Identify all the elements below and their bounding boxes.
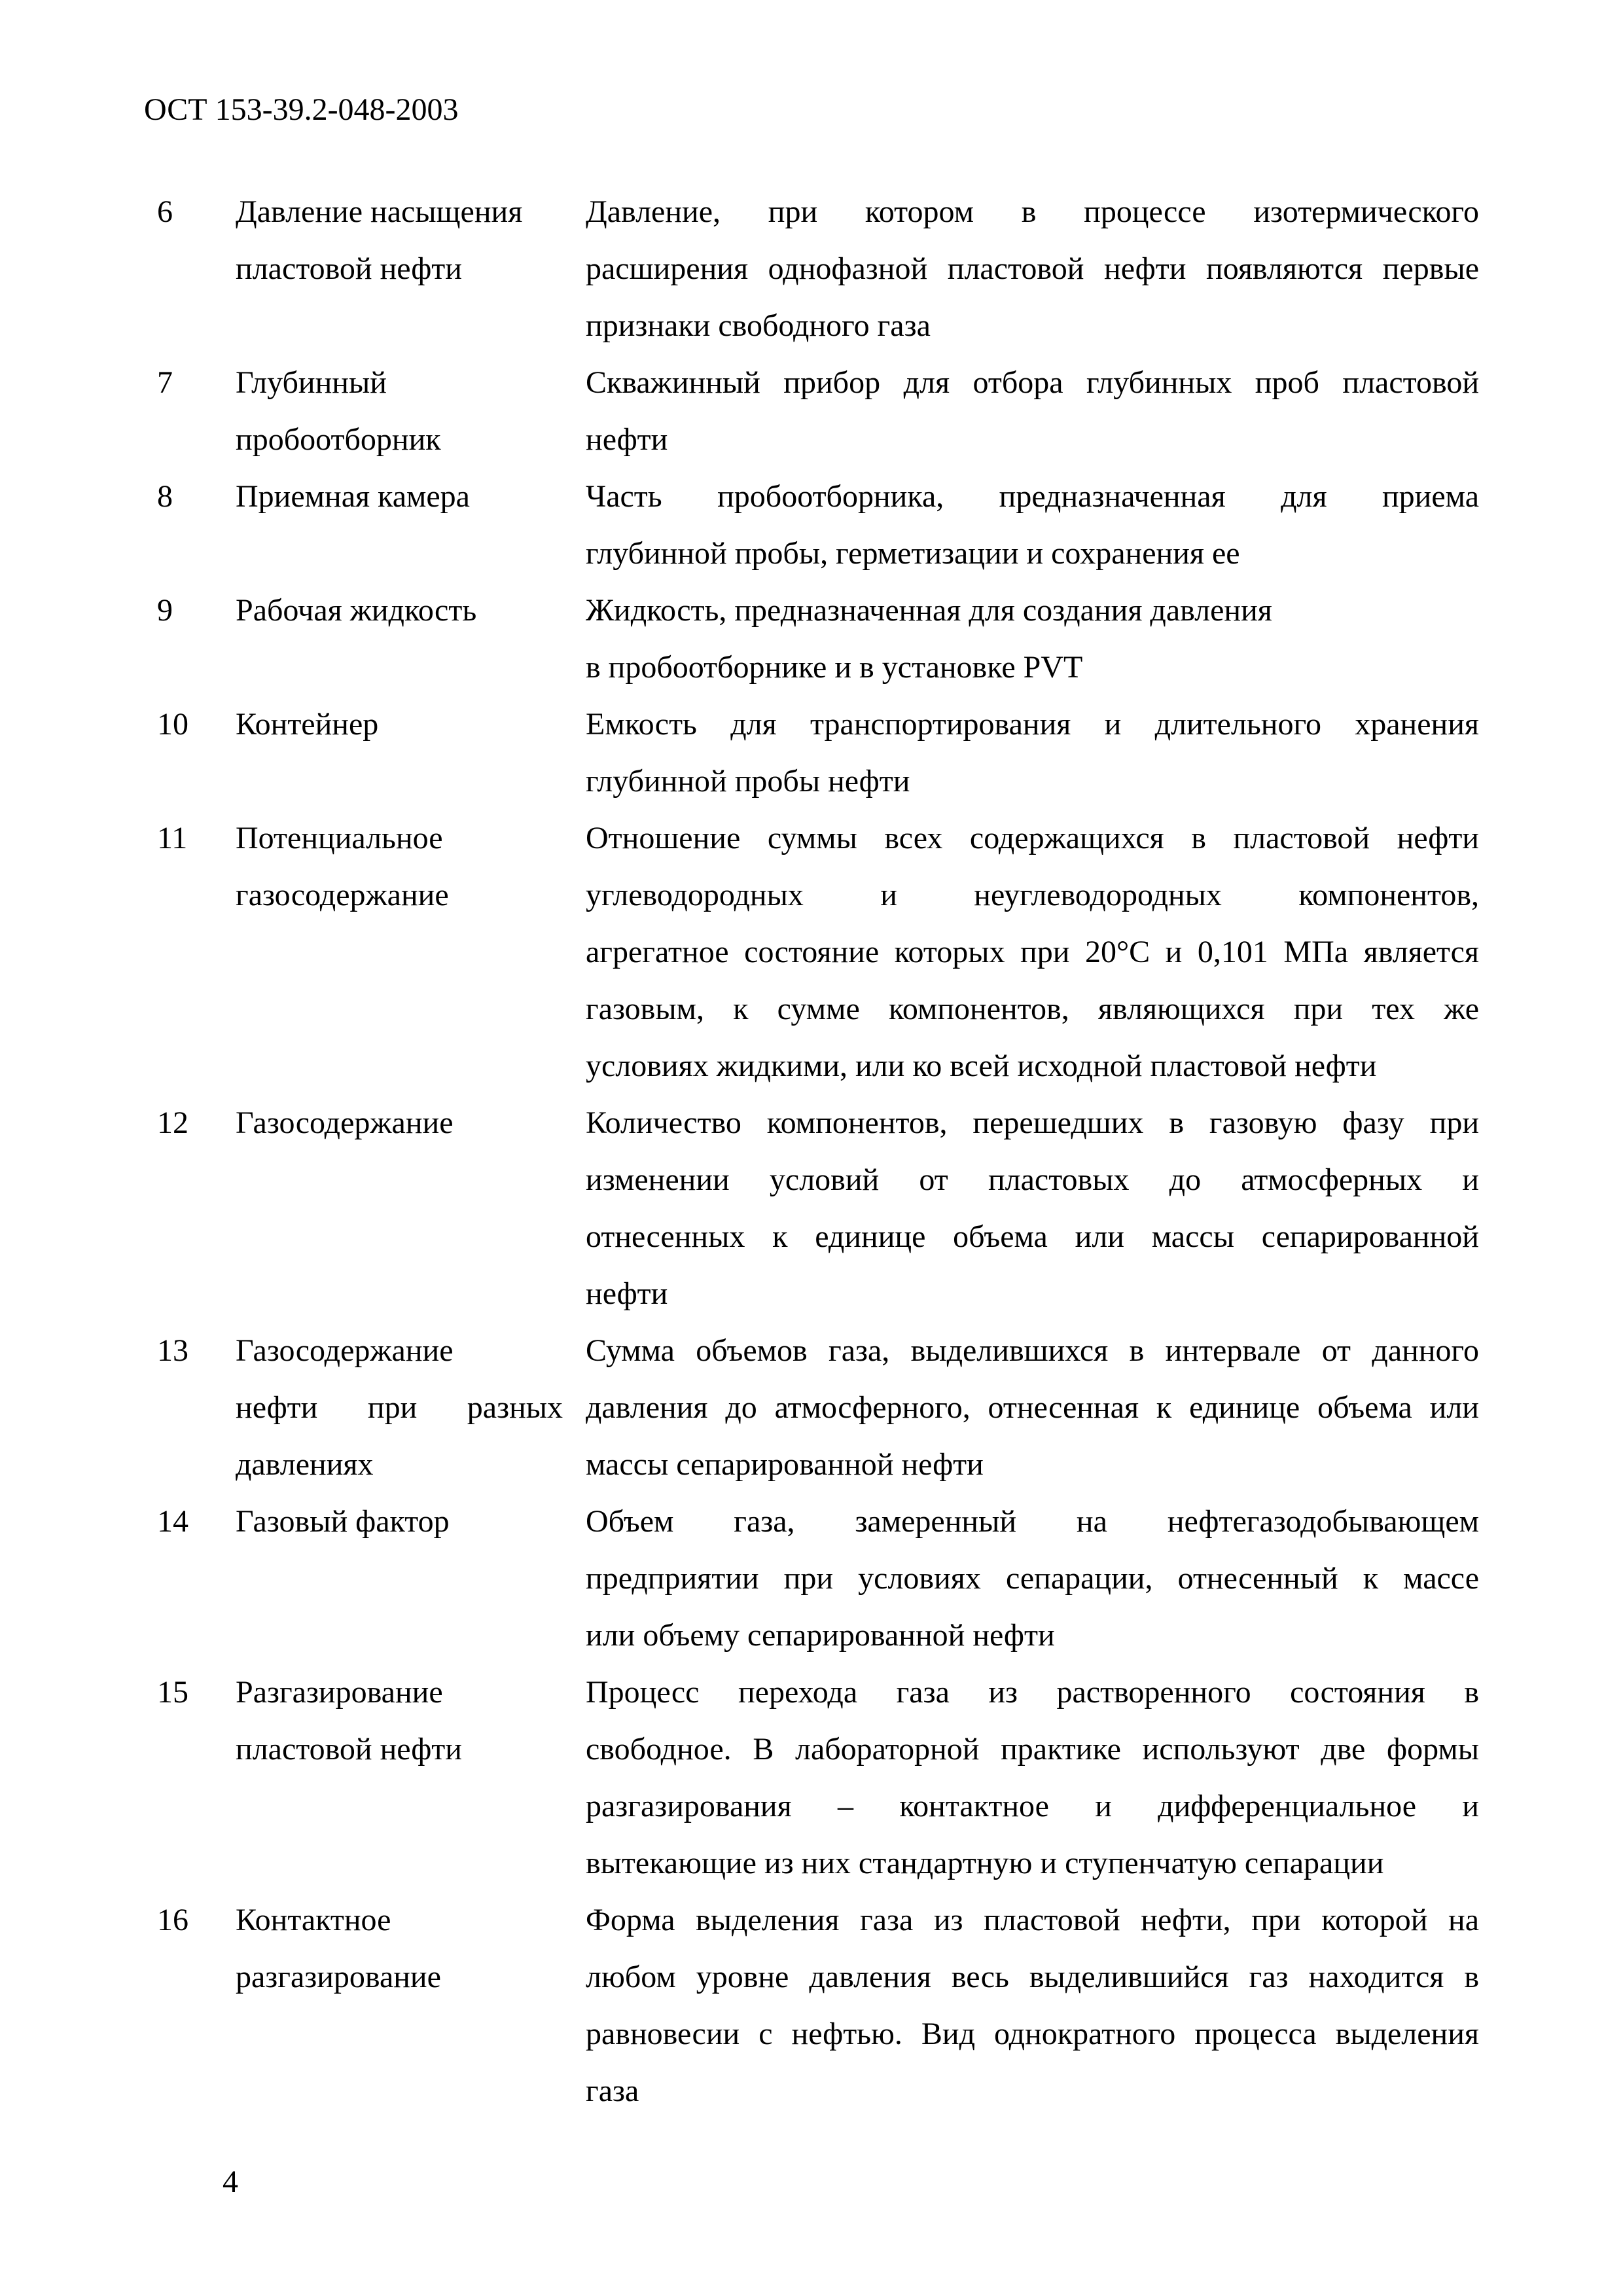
term-definition: [586, 1493, 1479, 1664]
term-name: [236, 1322, 563, 1493]
entry-number: 14: [157, 1504, 188, 1539]
definition-line: изменении условий от пластовых до атмосферных и: [586, 1162, 1479, 1197]
definition-line: нефти: [586, 422, 668, 457]
definition-line: Жидкость, предназначенная для создания давления: [586, 593, 1272, 628]
definition-line: агрегатное состояние которых при 20°С и 0,101 МПа является: [586, 935, 1479, 969]
term-definition: [586, 810, 1479, 1094]
definition-line: газа: [586, 2073, 639, 2108]
term-line: Приемная камера: [236, 479, 470, 514]
definition-line: Давление, при котором в процессе изотермического: [586, 194, 1479, 229]
term-definition: [586, 468, 1479, 582]
term-line: Потенциальное: [236, 821, 443, 855]
term-name: [236, 1493, 563, 1550]
definition-line: равновесии с нефтью. Вид однократного процесса выделения: [586, 2017, 1479, 2051]
definition-line: вытекающие из них стандартную и ступенчатую сепарации: [586, 1846, 1384, 1880]
term-line: Разгазирование: [236, 1675, 443, 1710]
entry-number: 16: [157, 1903, 188, 1937]
definition-line: Объем газа, замеренный на нефтегазодобывающем: [586, 1504, 1479, 1539]
definition-line: Процесс перехода газа из растворенного состояния в: [586, 1675, 1479, 1710]
definition-line: разгазирования – контактное и дифференциальное и: [586, 1789, 1479, 1823]
definition-line: Отношение суммы всех содержащихся в пластовой нефти: [586, 821, 1479, 855]
entry-number: 6: [157, 194, 173, 229]
definition-line: предприятии при условиях сепарации, отнесенный к массе: [586, 1561, 1479, 1596]
term-line: пластовой нефти: [236, 251, 462, 286]
term-name: [236, 354, 563, 468]
definition-line: Количество компонентов, перешедших в газовую фазу при: [586, 1105, 1479, 1140]
term-definition: [586, 183, 1479, 354]
definition-line: свободное. В лабораторной практике используют две формы: [586, 1732, 1479, 1767]
term-line: газосодержание: [236, 878, 449, 912]
definition-line: нефти: [586, 1276, 668, 1311]
term-name: [236, 183, 563, 297]
term-line: Глубинный: [236, 365, 387, 400]
definition-line: массы сепарированной нефти: [586, 1447, 984, 1482]
definition-line: условиях жидкими, или ко всей исходной пластовой нефти: [586, 1049, 1377, 1083]
term-line: пробоотборник: [236, 422, 441, 457]
term-line: разгазирование: [236, 1960, 441, 1994]
entry-number: 10: [157, 707, 188, 742]
term-line: Контактное: [236, 1903, 391, 1937]
document-code-header: ОСТ 153-39.2-048-2003: [144, 92, 459, 127]
entry-number: 7: [157, 365, 173, 400]
term-definition: [586, 354, 1479, 468]
term-definition: [586, 1094, 1479, 1322]
page-number: 4: [223, 2164, 238, 2199]
entry-number: 13: [157, 1333, 188, 1368]
definition-line: углеводородных и неуглеводородных компонентов,: [586, 878, 1479, 912]
definition-line: Скважинный прибор для отбора глубинных проб пластовой: [586, 365, 1479, 400]
term-line: Газосодержание: [236, 1105, 454, 1140]
definition-line: газовым, к сумме компонентов, являющихся при тех же: [586, 992, 1479, 1026]
definition-line: глубинной пробы, герметизации и сохранения ее: [586, 536, 1240, 571]
term-line: нефти при разных: [236, 1390, 563, 1425]
entry-number: 12: [157, 1105, 188, 1140]
term-line: Рабочая жидкость: [236, 593, 477, 628]
definition-line: отнесенных к единице объема или массы сепарированной: [586, 1219, 1479, 1254]
term-line: Газосодержание: [236, 1333, 454, 1368]
term-name: [236, 1892, 563, 2005]
term-name: [236, 582, 563, 639]
term-line: пластовой нефти: [236, 1732, 462, 1767]
entry-number: 15: [157, 1675, 188, 1710]
definition-line: Часть пробоотборника, предназначенная для приема: [586, 479, 1479, 514]
term-name: [236, 1094, 563, 1151]
entry-number: 11: [157, 821, 188, 855]
definition-line: Сумма объемов газа, выделившихся в интервале от данного: [586, 1333, 1479, 1368]
definition-line: признаки свободного газа: [586, 308, 931, 343]
term-line: давлениях: [236, 1447, 374, 1482]
definition-line: в пробоотборнике и в установке PVT: [586, 650, 1083, 685]
term-line: Контейнер: [236, 707, 379, 742]
term-definition: [586, 1892, 1479, 2119]
definition-line: любом уровне давления весь выделившийся газ находится в: [586, 1960, 1479, 1994]
entry-number: 9: [157, 593, 173, 628]
term-line: Газовый фактор: [236, 1504, 450, 1539]
term-name: [236, 810, 563, 924]
term-name: [236, 696, 563, 753]
definition-line: Форма выделения газа из пластовой нефти, при которой на: [586, 1903, 1479, 1937]
definition-line: Емкость для транспортирования и длительного хранения: [586, 707, 1479, 742]
term-name: [236, 1664, 563, 1778]
term-definition: [586, 1322, 1479, 1493]
definition-line: давления до атмосферного, отнесенная к единице объема или: [586, 1390, 1479, 1425]
definition-line: расширения однофазной пластовой нефти появляются первые: [586, 251, 1479, 286]
term-definition: [586, 696, 1479, 810]
term-line: Давление насыщения: [236, 194, 523, 229]
term-definition: [586, 1664, 1479, 1892]
definition-line: глубинной пробы нефти: [586, 764, 910, 798]
definition-line: или объему сепарированной нефти: [586, 1618, 1055, 1653]
term-name: [236, 468, 563, 525]
entry-number: 8: [157, 479, 173, 514]
term-definition: [586, 582, 1479, 696]
